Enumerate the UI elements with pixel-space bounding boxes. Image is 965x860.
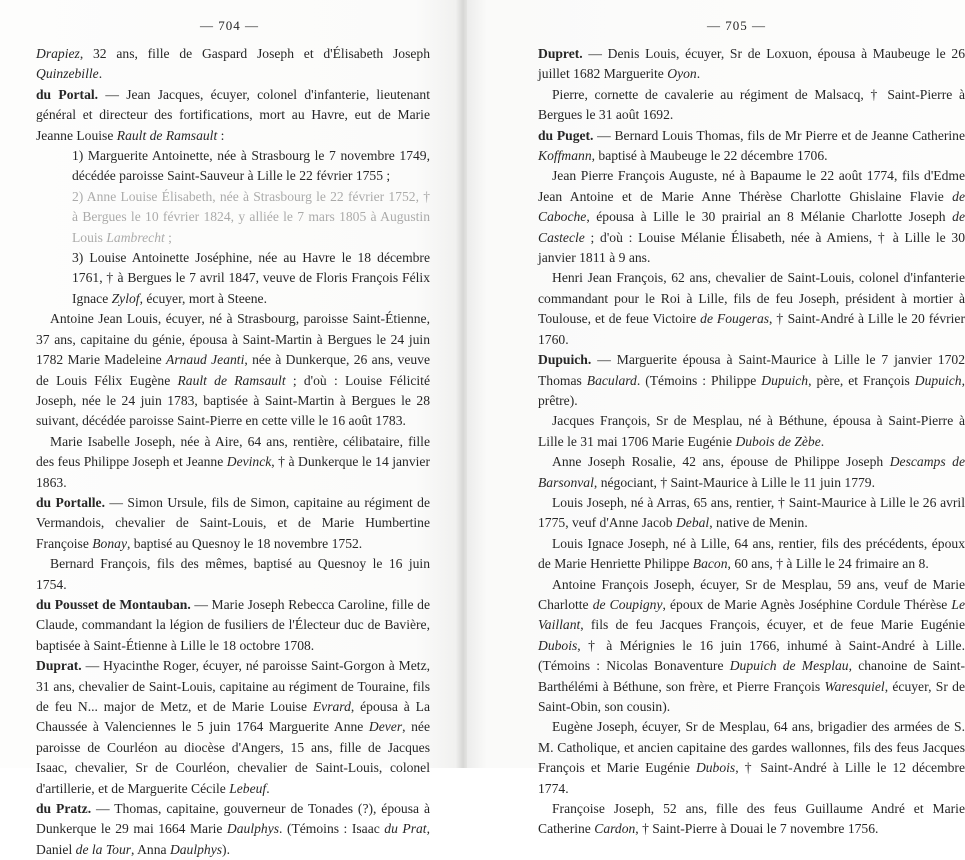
- entry-text: , chanoine de Saint-Barthélémi à Béthune, son frère, et Pierre François: [538, 658, 965, 694]
- entry-text: Louis Joseph, né à Arras, 65 ans, rentier, † Saint-Maurice à Lille le 26 avril 1775, veuf d'Anne Jacob: [538, 494, 965, 531]
- entry-text: , épousa à La Chaussée à Valenciennes le 5 juin 1764 Marguerite Anne: [36, 699, 430, 735]
- entry-paragraph: [36, 432, 430, 493]
- entry-text: 1) Marguerite Antoinette, née à Strasbourg le 7 novembre 1749, décédée paroisse Saint-Sauveur à Lille le 22 février 1755 ;: [72, 148, 430, 184]
- italic-name: Waresquiel: [824, 678, 885, 694]
- entry-paragraph: [538, 350, 965, 411]
- italic-name: Le Vaillant: [538, 596, 965, 633]
- entry-paragraph: [36, 799, 430, 860]
- entry-paragraph: [538, 126, 965, 167]
- entry-paragraph: [36, 595, 430, 656]
- entry-paragraph: [36, 44, 430, 85]
- italic-name: de la Tour: [75, 841, 132, 857]
- italic-name: Baculard: [586, 372, 637, 388]
- entry-paragraph: [36, 187, 430, 248]
- entry-paragraph: [36, 146, 430, 187]
- entry-text: , † à Dunkerque le 14 janvier 1863.: [36, 454, 430, 490]
- entry-text: , époux de Marie Agnès Joséphine Cordule Thérèse: [662, 596, 952, 612]
- italic-name: Daulphys: [169, 841, 223, 857]
- entry-text: Marie Isabelle Joseph, née à Aire, 64 ans, rentière, célibataire, fille des feus Philippe Joseph et Jeanne: [36, 433, 430, 470]
- italic-name: de Caboche: [538, 188, 965, 225]
- entry-heading: du Portal.: [36, 86, 99, 102]
- italic-name: Cardon: [594, 821, 636, 837]
- entry-text: Jean Pierre François Auguste, né à Bapaume le 22 août 1774, fils d'Edme Jean Antoine et de Marie Anne Thérèse Charlotte Ghislaine Flavie: [538, 168, 965, 204]
- entry-paragraph: [538, 575, 965, 718]
- entry-text: — Jean Jacques, écuyer, colonel d'infanterie, lieutenant général et directeur des fortifications, mort au Havre, eut de Marie Jeanne Louise: [36, 86, 430, 143]
- entry-text: Françoise Joseph, 52 ans, fille des feus Guillaume André et Marie Catherine: [538, 801, 965, 837]
- entry-text: , Anna: [131, 841, 170, 857]
- italic-name: Bacon: [692, 556, 728, 572]
- entry-paragraph: [36, 248, 430, 309]
- entry-paragraph: [538, 85, 965, 126]
- italic-name: du Prat: [384, 821, 427, 837]
- entry-text: , Daniel: [36, 821, 430, 857]
- entry-text: ; d'où : Louise Félicité Joseph, née le 24 juin 1783, baptisée à Saint-Martin à Bergues le 28 suivant, décédée paroisse Saint-Pierre en cette ville le 16 août 1783.: [36, 372, 430, 429]
- entry-text: , baptisé à Maubeuge le 22 décembre 1706.: [591, 148, 828, 164]
- entry-text: .: [98, 66, 103, 82]
- italic-name: Debal: [675, 515, 710, 531]
- italic-name: Dubois de Zèbe: [735, 433, 821, 449]
- entry-text: , † Saint-André à Lille le 12 décembre 1774.: [538, 760, 965, 796]
- entry-paragraph: [538, 493, 965, 534]
- left-page-text: [36, 44, 430, 860]
- italic-name: Dever: [368, 719, 403, 735]
- italic-name: Zylof: [111, 290, 140, 306]
- italic-name: Dupuich: [914, 372, 962, 388]
- entry-heading: Dupuich.: [538, 352, 592, 368]
- entry-text: , née à Dunkerque, 26 ans, veuve de Louis Félix Eugène: [36, 352, 430, 388]
- italic-name: Bonay: [92, 535, 127, 551]
- entry-text: Pierre, cornette de cavalerie au régiment de Malsacq, † Saint-Pierre à Bergues le 31 août 1692.: [538, 86, 965, 123]
- entry-paragraph: [538, 452, 965, 493]
- entry-heading: du Portalle.: [36, 494, 105, 510]
- italic-name: de Coupigny: [592, 596, 663, 612]
- italic-name: Oyon: [667, 66, 697, 82]
- italic-name: Drapiez: [36, 46, 80, 61]
- entry-text: , † Saint-Pierre à Douai le 7 novembre 1756.: [635, 821, 879, 837]
- entry-text: , écuyer, Sr de Saint-Obin, son cousin).: [538, 678, 965, 714]
- entry-text: .: [266, 780, 270, 796]
- entry-text: 2) Anne Louise Élisabeth, née à Strasbourg le 22 février 1752, † à Bergues le 10 février 1824, y alliée le 7 mars 1805 à Augustin Louis: [72, 188, 430, 245]
- entry-heading: du Pratz.: [36, 801, 92, 817]
- italic-name: Daulphys: [226, 821, 280, 837]
- italic-name: Dupuich de Mesplau: [729, 658, 849, 674]
- italic-name: Evrard: [312, 699, 351, 714]
- entry-text: ;: [164, 229, 172, 245]
- entry-text: :: [217, 127, 225, 143]
- italic-name: Descamps de Barsonval: [538, 454, 965, 490]
- left-page: [0, 0, 462, 857]
- italic-name: de Fougeras: [700, 311, 770, 327]
- entry-text: , fils de feu Jacques François, écuyer, et de feue Marie Eugénie: [580, 617, 965, 633]
- entry-text: 3) Louise Antoinette Joséphine, née au Havre le 18 décembre 1761, † à Bergues le 7 avril 1847, veuve de Floris François Félix Ignace: [72, 250, 430, 306]
- entry-text: , père, et François: [808, 372, 915, 388]
- entry-paragraph: [36, 85, 430, 146]
- entry-text: — Denis Louis, écuyer, Sr de Loxuon, épousa à Maubeuge le 26 juillet 1682 Marguerite: [538, 46, 965, 82]
- italic-name: Lebeuf: [229, 780, 267, 796]
- left-page-number: — 704 —: [200, 18, 259, 33]
- entry-text: ; d'où : Louise Mélanie Élisabeth, née à Amiens, † à Lille le 30 janvier 1811 à 9 ans.: [538, 229, 965, 266]
- entry-heading: Duprat.: [36, 658, 82, 674]
- italic-name: Rault de Ramsault: [177, 372, 286, 388]
- entry-text: , écuyer, mort à Steene.: [139, 290, 267, 306]
- italic-name: Dupuich: [761, 372, 809, 388]
- entry-text: Anne Joseph Rosalie, 42 ans, épouse de Philippe Joseph: [552, 454, 890, 470]
- entry-text: , † Saint-André à Lille le 20 février 1760.: [538, 311, 965, 347]
- entry-text: , 32 ans, fille de Gaspard Joseph et d'Élisabeth Joseph: [79, 46, 430, 61]
- entry-text: Bernard François, fils des mêmes, baptisé au Quesnoy le 16 juin 1754.: [36, 556, 430, 592]
- right-page-number: — 705 —: [707, 18, 766, 33]
- entry-text: ).: [222, 841, 230, 857]
- entry-paragraph: [538, 717, 965, 799]
- entry-heading: Dupret.: [538, 46, 583, 61]
- entry-heading: du Puget.: [538, 127, 594, 143]
- entry-text: — Simon Ursule, fils de Simon, capitaine au régiment de Vermandois, chevalier de Saint-Louis, et de Marie Humbertine Françoise: [36, 494, 430, 551]
- entry-text: Jacques François, Sr de Mesplau, né à Béthune, épousa à Saint-Pierre à Lille le 31 mai 1706 Marie Eugénie: [538, 413, 965, 449]
- italic-name: Dubois: [538, 637, 578, 653]
- entry-text: , baptisé au Quesnoy le 18 novembre 1752.: [126, 535, 363, 551]
- italic-name: Devinck: [226, 454, 272, 470]
- entry-paragraph: [36, 493, 430, 554]
- right-page-text: [538, 44, 965, 840]
- entry-paragraph: [538, 534, 965, 575]
- entry-text: .: [820, 433, 825, 449]
- entry-text: Henri Jean François, 62 ans, chevalier de Saint-Louis, colonel d'infanterie commandant pour le Roi à Lille, fils de feu Joseph, président à mortier à Toulouse, et de feue Victoire: [538, 270, 965, 327]
- italic-name: Rault de Ramsault: [116, 127, 218, 143]
- entry-text: — Marguerite épousa à Saint-Maurice à Lille le 7 janvier 1702 Thomas: [538, 352, 965, 388]
- entry-paragraph: [36, 554, 430, 595]
- entry-paragraph: [36, 309, 430, 431]
- entry-text: .: [696, 66, 701, 82]
- italic-name: Lambrecht: [106, 229, 165, 245]
- entry-paragraph: [538, 268, 965, 350]
- entry-text: — Thomas, capitaine, gouverneur de Tonades (?), épousa à Dunkerque le 29 mai 1664 Marie: [36, 801, 430, 837]
- entry-text: . (Témoins : Isaac: [279, 821, 385, 837]
- italic-name: Arnaud Jeanti: [166, 352, 245, 368]
- entry-text: , négociant, † Saint-Maurice à Lille le 11 juin 1779.: [593, 474, 876, 490]
- entry-text: , † à Mérignies le 16 juin 1766, inhumé à Saint-André à Lille. (Témoins : Nicolas Bonaventure: [538, 637, 965, 674]
- entry-heading: du Pousset de Montauban.: [36, 596, 191, 612]
- entry-text: Antoine François Joseph, écuyer, Sr de Mesplau, 59 ans, veuf de Marie Charlotte: [538, 576, 965, 612]
- entry-text: , prêtre).: [538, 372, 965, 408]
- italic-name: de Castecle: [538, 209, 965, 245]
- entry-text: Antoine Jean Louis, écuyer, né à Strasbourg, paroisse Saint-Étienne, 37 ans, capitaine du génie, épousa à Saint-Martin à Bergues le 24 juin 1782 Marie Madeleine: [36, 311, 430, 368]
- entry-text: — Bernard Louis Thomas, fils de Mr Pierre et de Jeanne Catherine: [593, 127, 965, 143]
- entry-paragraph: [36, 656, 430, 799]
- entry-paragraph: [538, 44, 965, 85]
- entry-text: — Marie Joseph Rebecca Caroline, fille de Claude, commandant la légion de fusiliers de l'Électeur duc de Bavière, baptisée à Saint-Étienne à Lille le 18 octobre 1708.: [36, 596, 430, 653]
- entry-text: , 60 ans, † à Lille le 24 frimaire an 8.: [727, 556, 929, 572]
- entry-text: . (Témoins : Philippe: [636, 372, 762, 388]
- entry-text: , native de Menin.: [709, 515, 808, 531]
- entry-paragraph: [538, 166, 965, 268]
- italic-name: Koffmann: [538, 148, 592, 164]
- entry-text: Eugène Joseph, écuyer, Sr de Mesplau, 64 ans, brigadier des armées de S. M. Catholique, et ancien capitaine des gardes wallonnes, fils des feus Jacques François et Marie Eugénie: [538, 719, 965, 776]
- entry-paragraph: [538, 799, 965, 840]
- entry-text: , épousa à Lille le 30 prairial an 8 Mélanie Charlotte Joseph: [586, 209, 953, 225]
- italic-name: Quinzebille: [36, 66, 99, 82]
- italic-name: Dubois: [695, 760, 736, 776]
- entry-text: — Hyacinthe Roger, écuyer, né paroisse Saint-Gorgon à Metz, 31 ans, chevalier de Saint-Louis, capitaine au régiment de Touraine, fils de feu N... major de Metz, et de Marie Louise: [36, 658, 430, 714]
- entry-text: Louis Ignace Joseph, né à Lille, 64 ans, rentier, fils des précédents, époux de Marie Henriette Philippe: [538, 535, 965, 572]
- entry-paragraph: [538, 411, 965, 452]
- entry-text: , née paroisse de Courléon au diocèse d'Angers, 15 ans, fille de Jacques Isaac, chevalier, Sr de Courléon, chevalier de Saint-Louis, colonel d'artillerie, et de Marguerite Cécile: [36, 719, 430, 796]
